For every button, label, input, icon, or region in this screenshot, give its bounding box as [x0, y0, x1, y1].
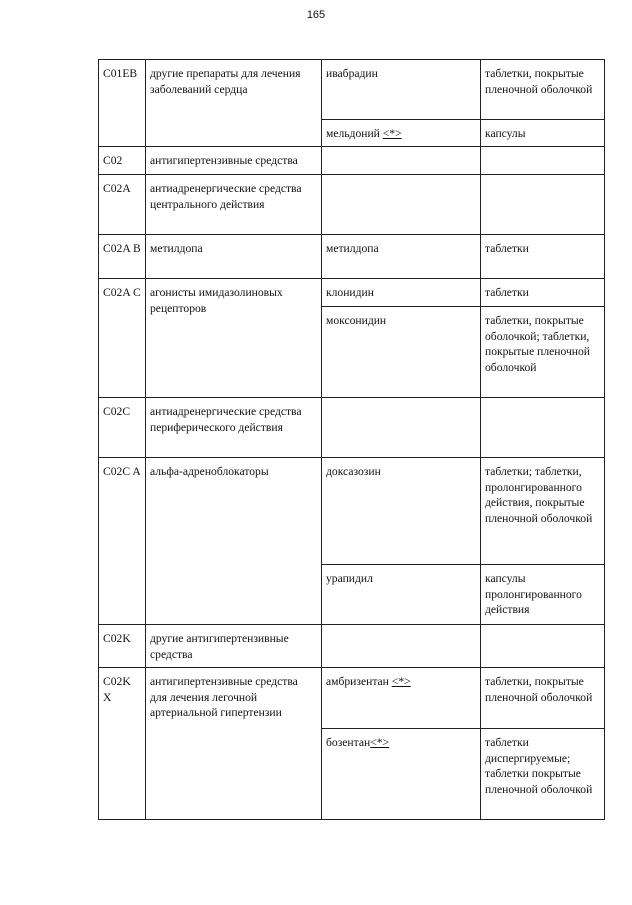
- dosage-form-cell: таблетки, покрытые пленочной оболочкой: [481, 668, 605, 729]
- dosage-form-cell: таблетки: [481, 279, 605, 307]
- dosage-form-cell: [481, 175, 605, 235]
- dosage-form-cell: таблетки, покрытые пленочной оболочкой: [481, 60, 605, 120]
- drug-name-cell: [322, 175, 481, 235]
- table-row: [99, 235, 605, 279]
- table-row: [99, 398, 605, 458]
- drug-name-cell: ивабрадин: [322, 60, 481, 120]
- atc-code-cell: C02C: [99, 398, 146, 458]
- drug-name-cell: амбризентан <*>: [322, 668, 481, 729]
- table-row: [99, 625, 605, 668]
- atc-code-cell: C02A B: [99, 235, 146, 279]
- drug-table: [98, 59, 605, 820]
- footnote-mark: <*>: [382, 127, 402, 140]
- drug-name-cell: моксонидин: [322, 307, 481, 398]
- dosage-form-cell: капсулы: [481, 120, 605, 147]
- group-name-cell: агонисты имидазолиновых рецепторов: [146, 279, 322, 398]
- atc-code-cell: C01EB: [99, 60, 146, 147]
- group-name-cell: другие препараты для лечения заболеваний сердца: [146, 60, 322, 147]
- group-name-cell: антиадренергические средства периферического действия: [146, 398, 322, 458]
- group-name-cell: антиадренергические средства центрального действия: [146, 175, 322, 235]
- drug-name-cell: [322, 147, 481, 175]
- atc-code-cell: C02K: [99, 625, 146, 668]
- drug-name-cell: бозентан<*>: [322, 729, 481, 820]
- dosage-form-cell: [481, 398, 605, 458]
- drug-name-cell: [322, 625, 481, 668]
- dosage-form-cell: таблетки, покрытые оболочкой; таблетки, покрытые пленочной оболочкой: [481, 307, 605, 398]
- dosage-form-cell: [481, 625, 605, 668]
- table-row: [99, 147, 605, 175]
- table-row: [99, 175, 605, 235]
- footnote-mark: <*>: [391, 675, 411, 688]
- drug-name-cell: метилдопа: [322, 235, 481, 279]
- dosage-form-cell: капсулы пролонгированного действия: [481, 565, 605, 625]
- dosage-form-cell: таблетки: [481, 235, 605, 279]
- dosage-form-cell: таблетки диспергируемые; таблетки покрытые пленочной оболочкой: [481, 729, 605, 820]
- drug-name-cell: доксазозин: [322, 458, 481, 565]
- group-name-cell: метилдопа: [146, 235, 322, 279]
- table-row: [99, 279, 605, 307]
- table-row: [99, 458, 605, 565]
- dosage-form-cell: таблетки; таблетки, пролонгированного действия, покрытые пленочной оболочкой: [481, 458, 605, 565]
- atc-code-cell: C02K X: [99, 668, 146, 820]
- atc-code-cell: C02C A: [99, 458, 146, 625]
- group-name-cell: альфа-адреноблокаторы: [146, 458, 322, 625]
- atc-code-cell: C02: [99, 147, 146, 175]
- drug-name-cell: мельдоний <*>: [322, 120, 481, 147]
- table-row: [99, 668, 605, 729]
- atc-code-cell: C02A C: [99, 279, 146, 398]
- drug-name-cell: урапидил: [322, 565, 481, 625]
- atc-code-cell: C02A: [99, 175, 146, 235]
- group-name-cell: антигипертензивные средства: [146, 147, 322, 175]
- footnote-mark: <*>: [370, 736, 390, 749]
- group-name-cell: антигипертензивные средства для лечения легочной артериальной гипертензии: [146, 668, 322, 820]
- group-name-cell: другие антигипертензивные средства: [146, 625, 322, 668]
- dosage-form-cell: [481, 147, 605, 175]
- drug-name-cell: клонидин: [322, 279, 481, 307]
- table-row: [99, 60, 605, 120]
- drug-name-cell: [322, 398, 481, 458]
- page-number: 165: [306, 9, 326, 21]
